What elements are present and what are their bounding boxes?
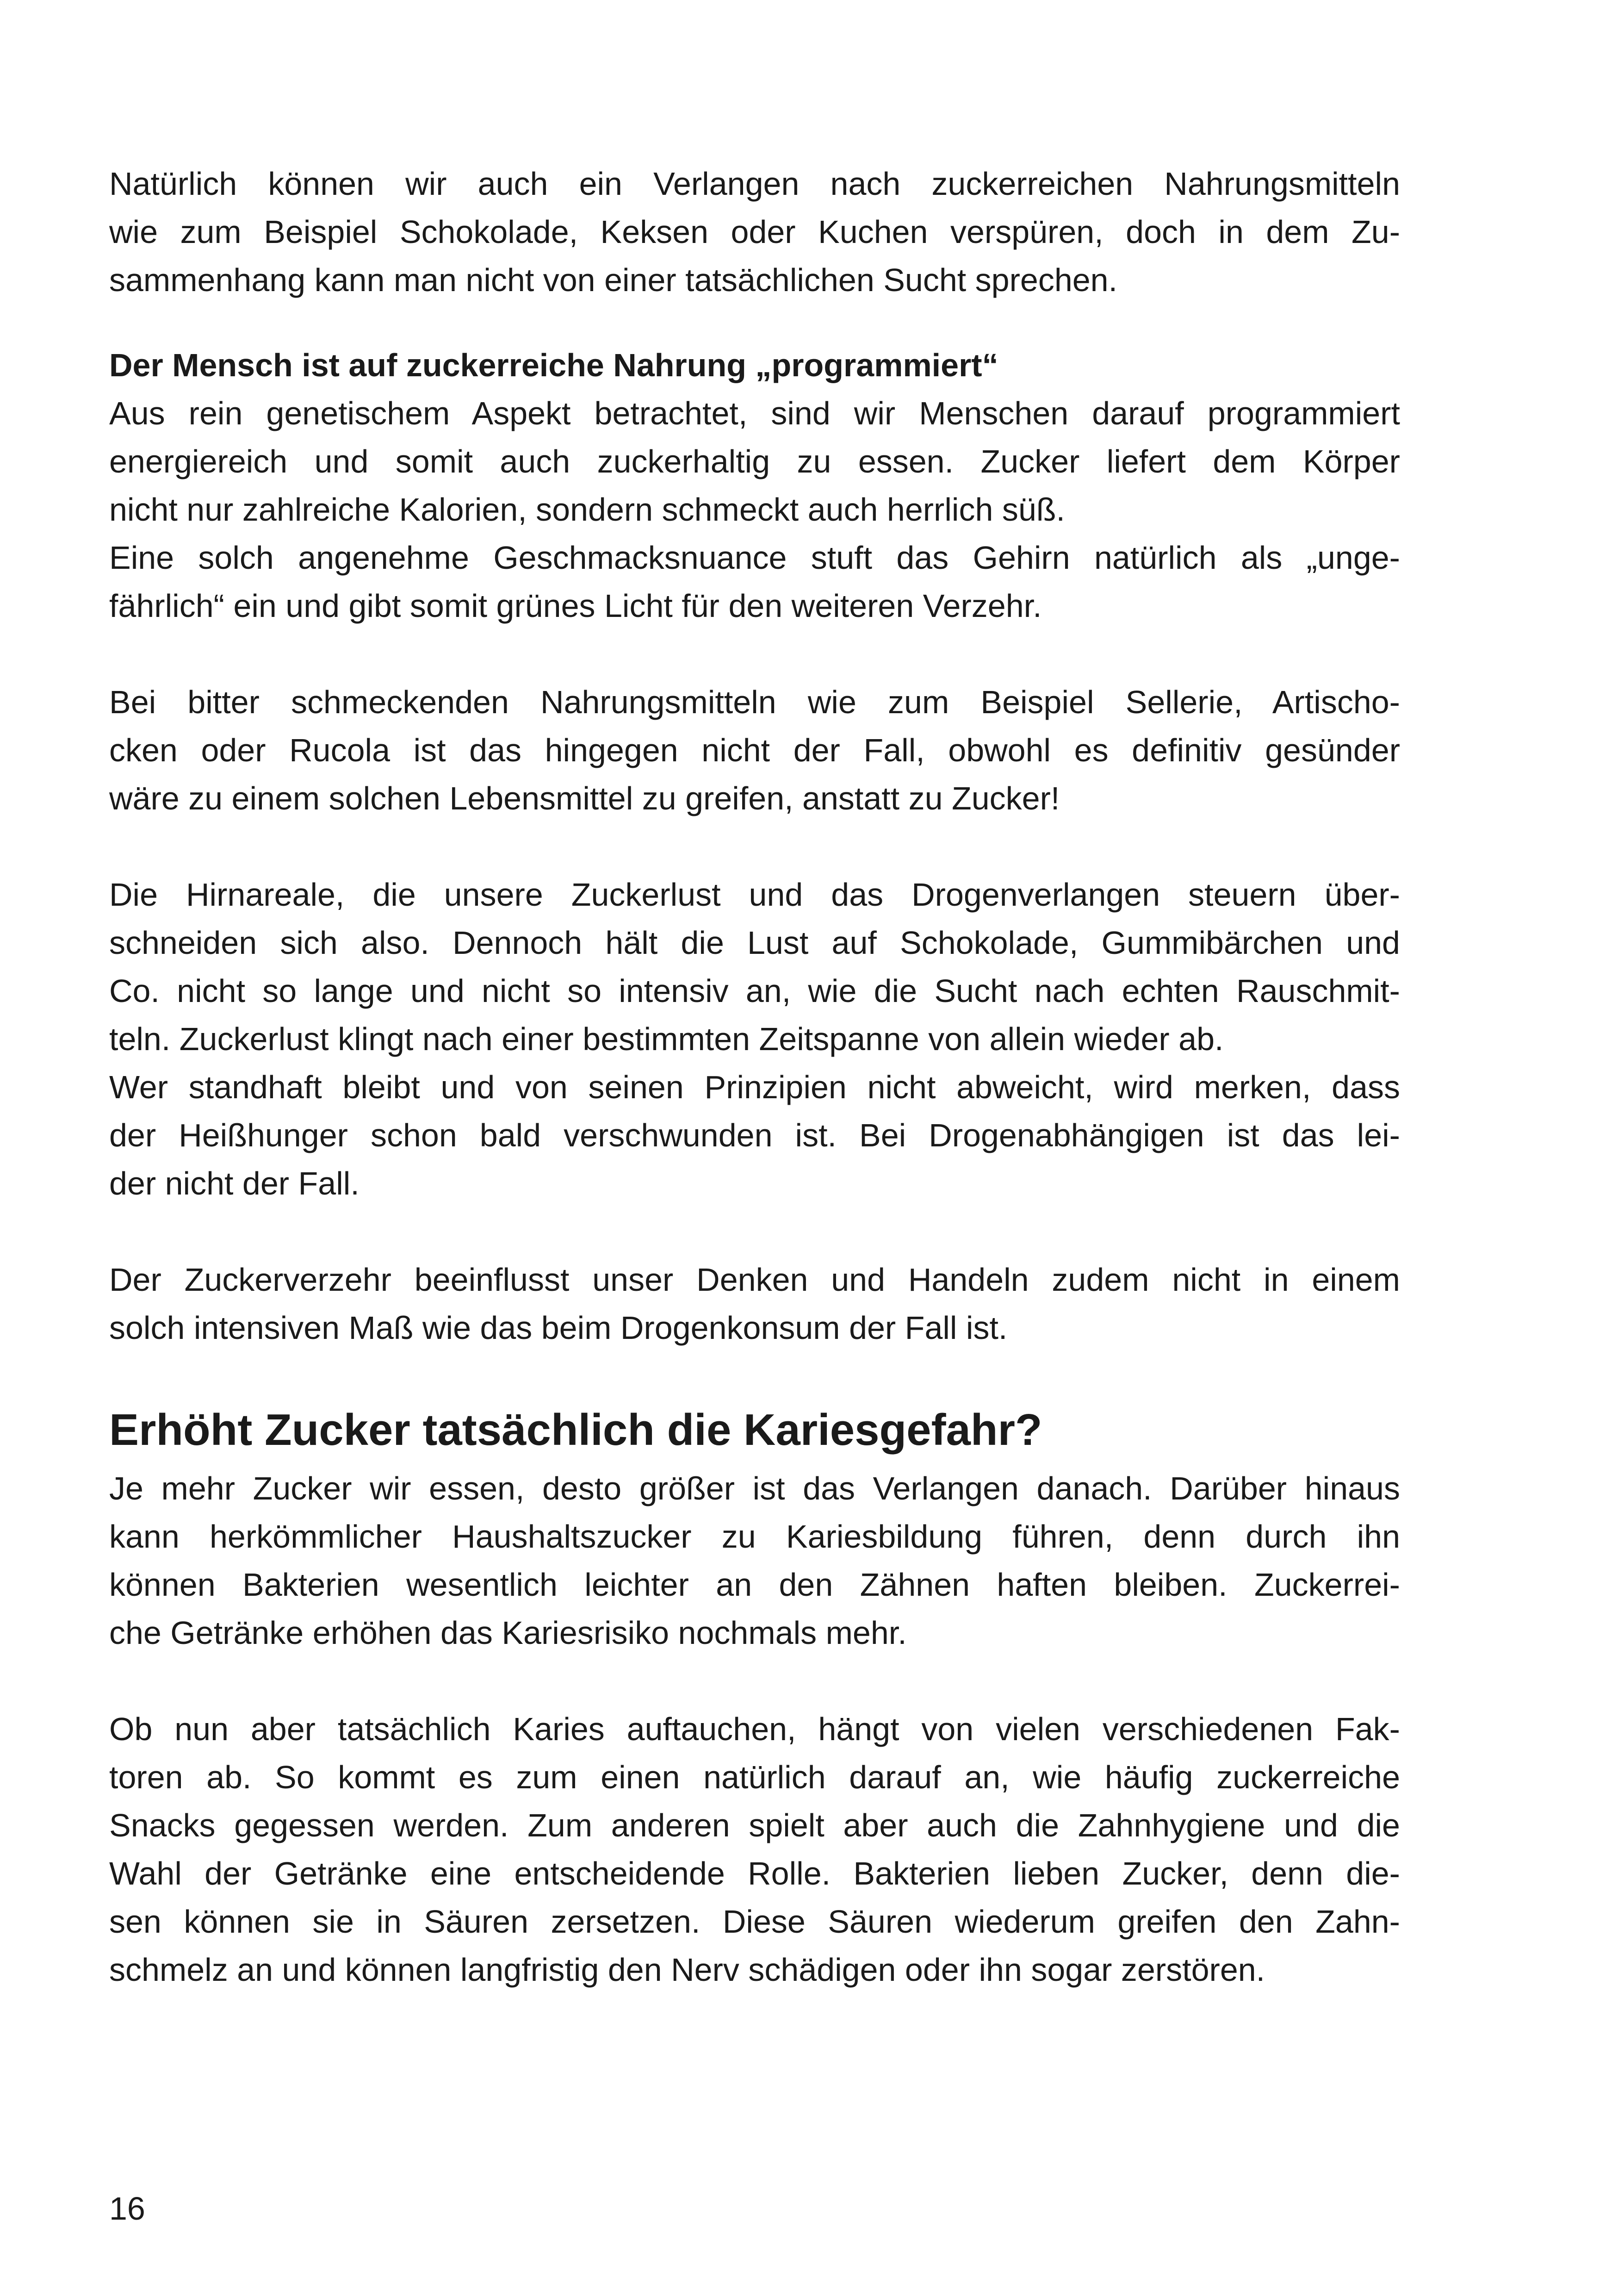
paragraph-line: Bei bitter schmeckenden Nahrungsmitteln wie zum Beispiel Sellerie, Artischo- — [109, 684, 1400, 720]
paragraph-line: wäre zu einem solchen Lebensmittel zu greifen, anstatt zu Zucker! — [109, 780, 1060, 816]
paragraph-spacer — [109, 822, 1400, 871]
paragraph — [109, 871, 1400, 1207]
paragraph-line: Co. nicht so lange und nicht so intensiv an, wie die Sucht nach echten Rauschmit- — [109, 973, 1400, 1009]
paragraph-line: solch intensiven Maß wie das beim Drogenkonsum der Fall ist. — [109, 1310, 1008, 1346]
paragraph-line: der nicht der Fall. — [109, 1165, 360, 1201]
paragraph-line: sen können sie in Säuren zersetzen. Diese Säuren wiederum greifen den Zahn- — [109, 1904, 1400, 1940]
paragraph-line: Eine solch angenehme Geschmacksnuance stuft das Gehirn natürlich als „unge- — [109, 540, 1400, 576]
paragraph-line: wie zum Beispiel Schokolade, Keksen oder Kuchen verspüren, doch in dem Zu- — [109, 214, 1400, 250]
paragraph-spacer — [109, 1657, 1400, 1705]
paragraph — [109, 160, 1400, 304]
paragraph — [109, 1256, 1400, 1352]
paragraph-line: nicht nur zahlreiche Kalorien, sondern schmeckt auch herrlich süß. — [109, 492, 1065, 528]
paragraph-line: Der Zuckerverzehr beeinflusst unser Denken und Handeln zudem nicht in einem — [109, 1262, 1400, 1298]
paragraph-line: Ob nun aber tatsächlich Karies auftauchen, hängt von vielen verschiedenen Fak- — [109, 1711, 1400, 1747]
paragraph-line: können Bakterien wesentlich leichter an den Zähnen haften bleiben. Zuckerrei- — [109, 1567, 1400, 1603]
paragraph-line: Je mehr Zucker wir essen, desto größer ist das Verlangen danach. Darüber hinaus — [109, 1470, 1400, 1506]
paragraph-line: Wahl der Getränke eine entscheidende Rolle. Bakterien lieben Zucker, denn die- — [109, 1855, 1400, 1892]
paragraph — [109, 678, 1400, 822]
paragraph-line: Snacks gegessen werden. Zum anderen spielt aber auch die Zahnhygiene und die — [109, 1807, 1400, 1843]
paragraph-spacer — [109, 1207, 1400, 1256]
paragraph-line: che Getränke erhöhen das Kariesrisiko nochmals mehr. — [109, 1615, 907, 1651]
paragraph-line: Wer standhaft bleibt und von seinen Prinzipien nicht abweicht, wird merken, dass — [109, 1069, 1400, 1105]
section-subheading: Der Mensch ist auf zuckerreiche Nahrung „programmiert“ — [109, 347, 998, 383]
paragraph-spacer — [109, 630, 1400, 678]
paragraph-line: Natürlich können wir auch ein Verlangen nach zuckerreichen Nahrungsmitteln — [109, 166, 1400, 202]
paragraph-line: cken oder Rucola ist das hingegen nicht der Fall, obwohl es definitiv gesünder — [109, 732, 1400, 768]
section-heading: Erhöht Zucker tatsächlich die Kariesgefahr? — [109, 1405, 1042, 1455]
paragraph-line: teln. Zuckerlust klingt nach einer bestimmten Zeitspanne von allein wieder ab. — [109, 1021, 1224, 1057]
paragraph — [109, 389, 1400, 630]
paragraph — [109, 1705, 1400, 1994]
paragraph-line: fährlich“ ein und gibt somit grünes Licht für den weiteren Verzehr. — [109, 588, 1042, 624]
page-number: 16 — [109, 2190, 145, 2227]
paragraph-line: schneiden sich also. Dennoch hält die Lust auf Schokolade, Gummibärchen und — [109, 925, 1400, 961]
paragraph-line: sammenhang kann man nicht von einer tatsächlichen Sucht sprechen. — [109, 262, 1118, 298]
paragraph-line: der Heißhunger schon bald verschwunden ist. Bei Drogenabhängigen ist das lei- — [109, 1117, 1400, 1153]
paragraph-line: kann herkömmlicher Haushaltszucker zu Kariesbildung führen, denn durch ihn — [109, 1518, 1400, 1555]
paragraph-line: Aus rein genetischem Aspekt betrachtet, sind wir Menschen darauf programmiert — [109, 395, 1400, 431]
paragraph-line: schmelz an und können langfristig den Nerv schädigen oder ihn sogar zerstören. — [109, 1952, 1265, 1988]
page-content — [109, 160, 1400, 1994]
paragraph-line: Die Hirnareale, die unsere Zuckerlust und das Drogenverlangen steuern über- — [109, 877, 1400, 913]
paragraph-line: toren ab. So kommt es zum einen natürlich darauf an, wie häufig zuckerreiche — [109, 1759, 1400, 1795]
paragraph-line: energiereich und somit auch zuckerhaltig zu essen. Zucker liefert dem Körper — [109, 443, 1400, 479]
paragraph — [109, 1464, 1400, 1657]
